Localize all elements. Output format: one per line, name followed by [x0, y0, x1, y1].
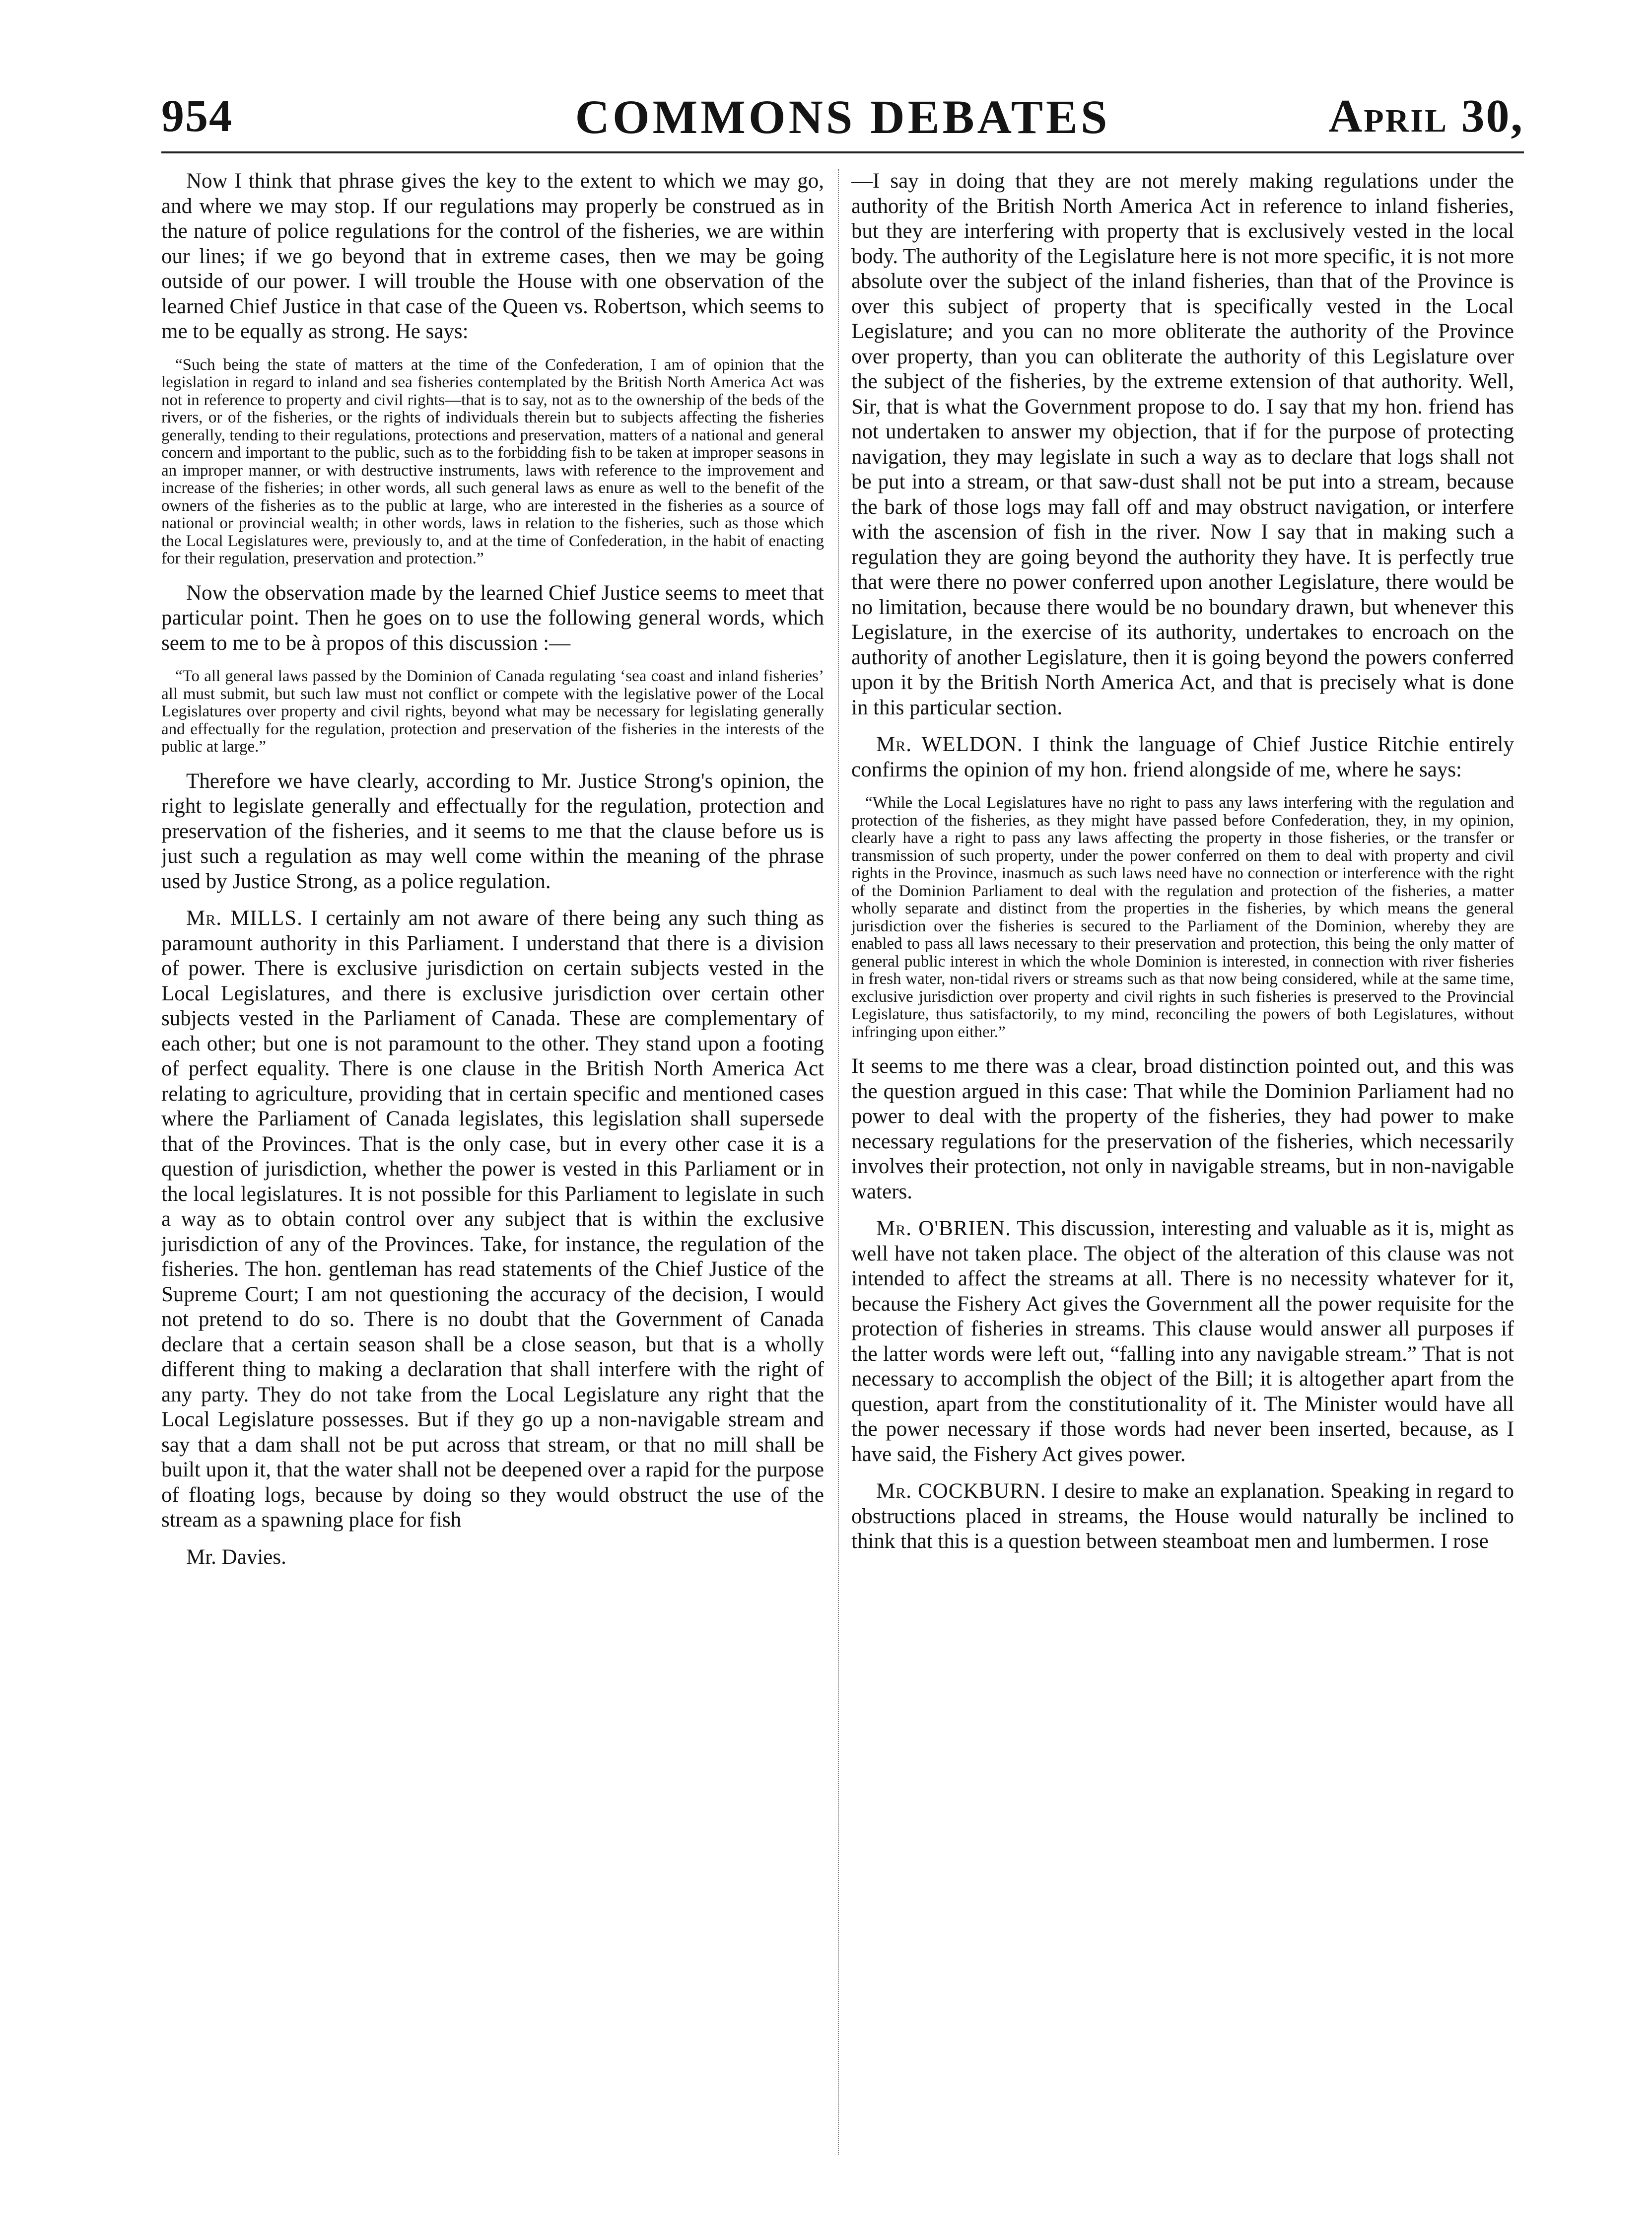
paragraph: It seems to me there was a clear, broad distinction pointed out, and this was the question argued in this case: That while the Dominion Parliament had no power to deal with the property of the fisheries, they had power to make necessary regulations for the preservation of the fisheries, which necessarily involves their protection, not only in navigable streams, but in non-navigable waters.	[851, 1054, 1514, 1203]
block-quote: “To all general laws passed by the Dominion of Canada regulating ‘sea coast and inland fisheries’ all must submit, but such law must not conflict or compete with the legislative power of the Local Legislatures over property and civil rights, beyond what may be necessary for legislating generally and effectually for the regulation, protection and preservation of the fisheries in the interests of the public at large.”	[161, 667, 824, 756]
speech-text: I desire to make an explanation. Speaking in regard to obstructions placed in streams, the House would naturally be inclined to think that this is a question between steamboat men and lumbermen. I rose	[851, 1479, 1514, 1553]
speech-weldon	[851, 732, 1514, 782]
speech-text: This discussion, interesting and valuable as it is, might as well have not taken place. The object of the alteration of this clause was not intended to affect the streams at all. There is no necessity whatever for it, because the Fishery Act gives the Government all the power requisite for the protection of fisheries in streams. This clause would answer all purposes if the latter words were left out, “falling into any navigable stream.” That is not necessary to accomplish the object of the Bill; it is altogether apart from the question, apart from the constitutionality of it. The Minister would have all the power necessary if those words had never been inserted, because, as I have said, the Fishery Act gives power.	[851, 1217, 1514, 1466]
paragraph: Now I think that phrase gives the key to the extent to which we may go, and where we may stop. If our regulations may properly be construed as in the nature of police regulations for the control of the fisheries, we are within our lines; if we go beyond that in extreme cases, then we may be going outside of our power. I will trouble the House with one observation of the learned Chief Justice in that case of the Queen vs. Robertson, which seems to me to be equally as strong. He says:	[161, 169, 824, 343]
speaker-name: Mr. O'BRIEN.	[876, 1217, 1011, 1240]
paragraph: —I say in doing that they are not merely making regulations under the authority of the British North America Act in reference to inland fisheries, but they are interfering with property that is exclusively vested in the local body. The authority of the Legislature here is not more specific, it is not more absolute over the subject of the inland fisheries, than that of the Province is over this subject of property that is specifically vested in the Local Legislature; and you can no more obliterate the authority of the Province over property, than you can obliterate the authority of this Legislature over the subject of the fisheries, by the extreme extension of that authority. Well, Sir, that is what the Government propose to do. I say that my hon. friend has not undertaken to answer my objection, that if for the purpose of protecting navigation, they may legislate in such a way as to declare that logs shall not be put into a stream, or that saw-dust shall not be put into a stream, because the bark of those logs may fall off and may obstruct navigation, or interfere with the ascension of fish in the river. Now I say that in making such a regulation they are going beyond the authority they have. It is perfectly true that were there no power conferred upon another Legislature, there would be no limitation, because there would be no boundary drawn, but whenever this Legislature, in the exercise of its authority, undertakes to encroach on the authority of another Legislature, then it is going beyond the powers conferred upon it by the British North America Act, and that is precisely what is done in this particular section.	[851, 169, 1514, 719]
speaker-name: Mr. COCKBURN.	[876, 1479, 1046, 1503]
publication-title: COMMONS DEBATES	[575, 90, 1110, 143]
speech-obrien	[851, 1216, 1514, 1467]
speech-text: I certainly am not aware of there being any such thing as paramount authority in this Parliament. I understand that there is a division of power. There is exclusive jurisdiction on certain subjects vested in the Local Legislatures, and there is exclusive jurisdiction over certain other subjects vested in the Parliament of Canada. These are complementary of each other; but one is not paramount to the other. They stand upon a footing of perfect equality. There is one clause in the British North America Act relating to agriculture, providing that in certain specific and mentioned cases where the Parliament of Canada legislates, this legislation shall supersede that of the Provinces. That is the only case, but in every other case it is a question of jurisdiction, whether the power is vested in this Parliament or in the local legislatures. It is not possible for this Parliament to legislate in such a way as to obtain control over any subject that is within the exclusive jurisdiction of any of the Provinces. Take, for instance, the regulation of the fisheries. The hon. gentleman has read statements of the Chief Justice of the Supreme Court; I am not questioning the accuracy of the decision, I would not pretend to do so. There is no doubt that the Government of Canada declare that a certain season shall be a close season, but that is a wholly different thing to making a declaration that shall interfere with the right of any party. They do not take from the Local Legislature any right that the Local Legislature possesses. But if they go up a non-navigable stream and say that a dam shall not be put across that stream, or that no mill shall be built upon it, that the water shall not be deepened over a rapid for the purpose of floating logs, because by doing so they would obstruct the use of the stream as a spawning place for fish	[161, 907, 824, 1532]
speaker-signature: Mr. Davies.	[186, 1545, 286, 1569]
paragraph: Therefore we have clearly, according to Mr. Justice Strong's opinion, the right to legislate generally and effectually for the regulation, protection and preservation of the fisheries, and it seems to me that the clause before us is just such a regulation as may well come within the meaning of the phrase used by Justice Strong, as a police regulation.	[161, 769, 824, 893]
header-rule	[161, 151, 1524, 153]
speaker-name: Mr. MILLS.	[186, 907, 303, 930]
block-quote: “Such being the state of matters at the time of the Confederation, I am of opinion that the legislation in regard to inland and sea fisheries contemplated by the British North America Act was not in reference to property and civil rights—that is to say, not as to the ownership of the beds of the rivers, or of the fisheries, or the rights of individuals therein but to subjects affecting the fisheries generally, tending to their regulations, protections and preservation, matters of a national and general concern and important to the public, such as to the forbidding fish to be taken at improper seasons in an improper manner, or with destructive instruments, laws with reference to the improvement and increase of the fisheries; in other words, all such general laws as enure as well to the benefit of the owners of the fisheries as to the public at large, who are interested in the fisheries as a source of national or provincial wealth; in other words, laws in relation to the fisheries, such as those which the Local Legislatures were, previously to, and at the time of Confederation, in the habit of enacting for their regulation, preservation and protection.”	[161, 355, 824, 567]
speech-cockburn	[851, 1479, 1514, 1554]
page-date: April 30,	[1328, 90, 1524, 142]
block-quote: “While the Local Legislatures have no right to pass any laws interfering with the regulation and protection of the fisheries, as they might have passed before Confederation, they, in my opinion, clearly have a right to pass any laws affecting the property in those fisheries, or the transfer or transmission of such property, under the power conferred on them to deal with property and civil rights in the Province, inasmuch as such laws need have no connection or interference with the right of the Dominion Parliament to deal with the regulation and protection of the fisheries, a matter wholly separate and distinct from the properties in the fisheries, by which means the general jurisdiction over the fisheries is secured to the Parliament of the Dominion, whereby they are enabled to pass all laws necessary to their preservation and protection, this being the only matter of general public interest in which the whole Dominion is interested, in connection with river fisheries in fresh water, non-tidal rivers or streams such as that now being considered, while at the same time, exclusive jurisdiction over property and civil rights in such fisheries is preserved to the Provincial Legislature, thus satisfactorily, to my mind, reconciling the powers of both Legislatures, without infringing upon either.”	[851, 794, 1514, 1041]
speech-mills	[161, 906, 824, 1533]
page-number: 954	[161, 90, 233, 141]
left-column	[161, 169, 824, 2184]
speech-text: I think the language of Chief Justice Ritchie entirely confirms the opinion of my hon. friend alongside of me, where he says:	[851, 733, 1514, 781]
speaker-name: Mr. WELDON.	[876, 733, 1023, 756]
column-divider	[838, 169, 839, 2155]
paragraph: Now the observation made by the learned Chief Justice seems to meet that particular point. Then he goes on to use the following general words, which seem to me to be à propos of this discussion :—	[161, 581, 824, 655]
right-column	[851, 169, 1514, 2184]
